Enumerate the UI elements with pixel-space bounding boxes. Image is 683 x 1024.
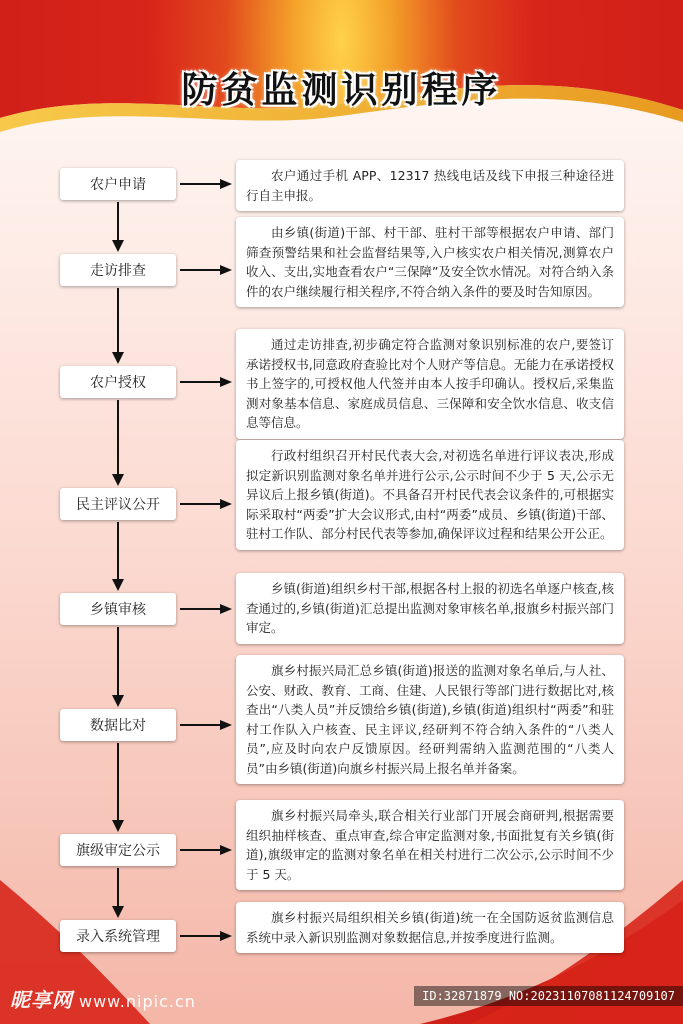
step-box-6: 数据比对 xyxy=(60,709,176,741)
watermark-logo-text: 昵享网 xyxy=(10,988,73,1012)
step-box-2: 走访排查 xyxy=(60,254,176,286)
step-box-4: 民主评议公开 xyxy=(60,488,176,520)
right-arrow-icon xyxy=(180,377,232,387)
right-arrow-icon xyxy=(180,845,232,855)
down-arrow-icon xyxy=(112,743,124,832)
step-desc-6: 旗乡村振兴局汇总乡镇(街道)报送的监测对象名单后,与人社、公安、财政、教育、工商、住建、人民银行等部门进行数据比对,核查出“八类人员”并反馈给乡镇(街道),乡镇(街道)组织村“两委”和驻村工作队入户核查、民主评议,经研判不符合纳入条件的“八类人员”,应及时向农户反馈原因。经研判需纳入监测范围的“八类人员”由乡镇(街道)向旗乡村振兴局上报名单并备案。 xyxy=(236,655,624,784)
step-box-8: 录入系统管理 xyxy=(60,920,176,952)
down-arrow-icon xyxy=(112,868,124,918)
step-desc-3: 通过走访排查,初步确定符合监测对象识别标准的农户,要签订承诺授权书,同意政府查验比对个人财产等信息。无能力在承诺授权书上签字的,可授权他人代签并由本人按手印确认。授权后,采集监测对象基本信息、家庭成员信息、三保障和安全饮水信息、收支信息等信息。 xyxy=(236,329,624,439)
right-arrow-icon xyxy=(180,720,232,730)
step-desc-8: 旗乡村振兴局组织相关乡镇(街道)统一在全国防返贫监测信息系统中录入新识别监测对象数据信息,并按季度进行监测。 xyxy=(236,902,624,953)
watermark-logo xyxy=(10,984,196,1013)
right-arrow-icon xyxy=(180,265,232,275)
title-area xyxy=(0,62,683,113)
step-desc-1: 农户通过手机 APP、12317 热线电话及线下申报三种途径进行自主申报。 xyxy=(236,160,624,211)
step-desc-4: 行政村组织召开村民代表大会,对初选名单进行评议表决,形成拟定新识别监测对象名单并进行公示,公示时间不少于 5 天,公示无异议后上报乡镇(街道)。不具备召开村民代表会议条件的,可根据实际采取村“两委”扩大会议形式,由村“两委”成员、乡镇(街道)干部、驻村工作队、部分村民代表等参加,确保评议过程和结果公开公正。 xyxy=(236,440,624,550)
step-box-5: 乡镇审核 xyxy=(60,593,176,625)
down-arrow-icon xyxy=(112,627,124,707)
watermark-url: www.nipic.cn xyxy=(79,992,196,1011)
down-arrow-icon xyxy=(112,288,124,364)
step-desc-7: 旗乡村振兴局牵头,联合相关行业部门开展会商研判,根据需要组织抽样核查、重点审查,综合审定监测对象,书面批复有关乡镇(街道),旗级审定的监测对象名单在相关村进行二次公示,公示时间不少于 5 天。 xyxy=(236,800,624,890)
right-arrow-icon xyxy=(180,604,232,614)
down-arrow-icon xyxy=(112,522,124,591)
right-arrow-icon xyxy=(180,179,232,189)
step-desc-2: 由乡镇(街道)干部、村干部、驻村干部等根据农户申请、部门筛查预警结果和社会监督结果等,入户核实农户相关情况,测算农户收入、支出,实地查看农户“三保障”及安全饮水情况。对符合纳入条件的农户继续履行相关程序,不符合纳入条件的要及时告知原因。 xyxy=(236,217,624,307)
step-box-7: 旗级审定公示 xyxy=(60,834,176,866)
down-arrow-icon xyxy=(112,202,124,252)
image-id-label: ID:32871879 NO:20231107081124709107 xyxy=(414,986,683,1006)
step-desc-5: 乡镇(街道)组织乡村干部,根据各村上报的初选名单逐户核查,核查通过的,乡镇(街道)汇总提出监测对象审核名单,报旗乡村振兴部门审定。 xyxy=(236,573,624,644)
right-arrow-icon xyxy=(180,499,232,509)
down-arrow-icon xyxy=(112,400,124,486)
right-arrow-icon xyxy=(180,931,232,941)
page-title: 防贫监测识别程序 xyxy=(181,69,502,111)
step-box-1: 农户申请 xyxy=(60,168,176,200)
step-box-3: 农户授权 xyxy=(60,366,176,398)
